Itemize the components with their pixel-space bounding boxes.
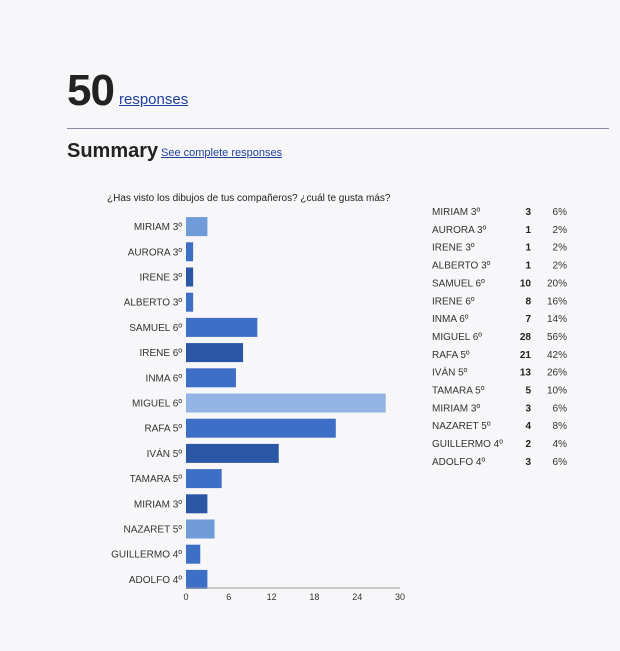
table-name: GUILLERMO 4º — [432, 439, 503, 451]
table-name: ALBERTO 3º — [432, 260, 491, 272]
table-percent: 16% — [546, 296, 567, 308]
table-count: 5 — [525, 385, 531, 397]
table-name: NAZARET 5º — [432, 421, 491, 433]
category-label: IRENE 6º — [139, 348, 182, 360]
table-count: 3 — [525, 207, 531, 218]
table-percent: 6% — [552, 207, 567, 218]
summary-title: Summary — [67, 140, 159, 162]
table-name: IRENE 3º — [432, 242, 475, 254]
table-count: 4 — [525, 421, 531, 433]
table-percent: 2% — [552, 260, 567, 272]
see-complete-responses-link[interactable]: See complete responses — [161, 147, 283, 159]
table-percent: 2% — [552, 242, 567, 254]
bar — [186, 343, 243, 362]
category-label: MIRIAM 3º — [133, 222, 182, 234]
table-percent: 4% — [552, 439, 567, 451]
table-percent: 20% — [546, 278, 567, 290]
table-name: IVÁN 5º — [432, 367, 468, 379]
x-tick-label: 18 — [309, 592, 320, 602]
category-label: INMA 6º — [145, 373, 182, 385]
table-percent: 42% — [546, 349, 567, 361]
category-label: IVÁN 5º — [146, 448, 182, 460]
bar — [186, 444, 279, 463]
chart-title: ¿Has visto los dibujos de tus compañeros? ¿cuál te gusta más? — [107, 193, 391, 204]
category-label: IRENE 3º — [139, 272, 182, 284]
table-count: 8 — [525, 296, 531, 308]
bar — [186, 293, 193, 312]
bar — [186, 520, 215, 539]
bar — [186, 570, 207, 589]
bar — [186, 318, 257, 337]
category-label: SAMUEL 6º — [129, 322, 182, 334]
x-tick-label: 30 — [394, 592, 406, 602]
table-count: 10 — [519, 278, 531, 290]
responses-link[interactable]: responses — [119, 91, 189, 108]
bar — [186, 494, 207, 513]
table-percent: 56% — [546, 331, 567, 343]
bar — [186, 545, 200, 564]
table-count: 1 — [525, 242, 531, 254]
table-name: ADOLFO 4º — [432, 456, 486, 468]
table-count: 1 — [525, 260, 531, 272]
table-count: 21 — [519, 349, 531, 361]
response-count: 50 — [67, 66, 114, 115]
bar — [186, 217, 207, 236]
category-label: AURORA 3º — [127, 247, 182, 259]
category-label: TAMARA 5º — [129, 474, 182, 486]
table-name: AURORA 3º — [432, 224, 487, 236]
x-tick-label: 24 — [352, 592, 363, 602]
table-name: TAMARA 5º — [432, 385, 485, 397]
table-percent: 6% — [552, 403, 567, 415]
category-label: MIRIAM 3º — [133, 499, 182, 511]
table-name: SAMUEL 6º — [432, 278, 485, 290]
table-name: MIRIAM 3º — [432, 403, 481, 415]
table-percent: 26% — [546, 367, 567, 379]
table-percent: 8% — [552, 421, 567, 433]
table-name: IRENE 6º — [432, 296, 475, 308]
bar — [186, 368, 236, 387]
table-count: 28 — [519, 331, 531, 343]
category-label: RAFA 5º — [144, 423, 182, 435]
table-percent: 6% — [552, 456, 567, 468]
table-percent: 10% — [546, 385, 567, 397]
table-name: RAFA 5º — [432, 349, 470, 361]
bar — [186, 419, 336, 438]
table-percent: 14% — [546, 314, 567, 326]
bar — [186, 394, 386, 413]
table-count: 3 — [525, 403, 531, 415]
x-tick-label: 12 — [266, 592, 277, 602]
category-label: GUILLERMO 4º — [111, 549, 182, 561]
category-label: MIGUEL 6º — [132, 398, 182, 410]
table-count: 13 — [519, 367, 531, 379]
bar — [186, 242, 193, 261]
category-label: NAZARET 5º — [123, 524, 182, 536]
category-label: ADOLFO 4º — [128, 574, 182, 586]
category-label: ALBERTO 3º — [123, 297, 182, 309]
table-count: 3 — [525, 456, 531, 468]
table-name: INMA 6º — [432, 314, 469, 326]
table-count: 2 — [525, 439, 531, 451]
table-percent: 2% — [552, 224, 567, 236]
x-tick-label: 6 — [226, 592, 232, 602]
table-name: MIRIAM 3º — [432, 207, 481, 218]
table-count: 7 — [525, 314, 531, 326]
bar — [186, 469, 222, 488]
table-count: 1 — [525, 224, 531, 236]
table-name: MIGUEL 6º — [432, 331, 482, 343]
x-tick-label: 0 — [183, 592, 189, 602]
bar — [186, 268, 193, 287]
